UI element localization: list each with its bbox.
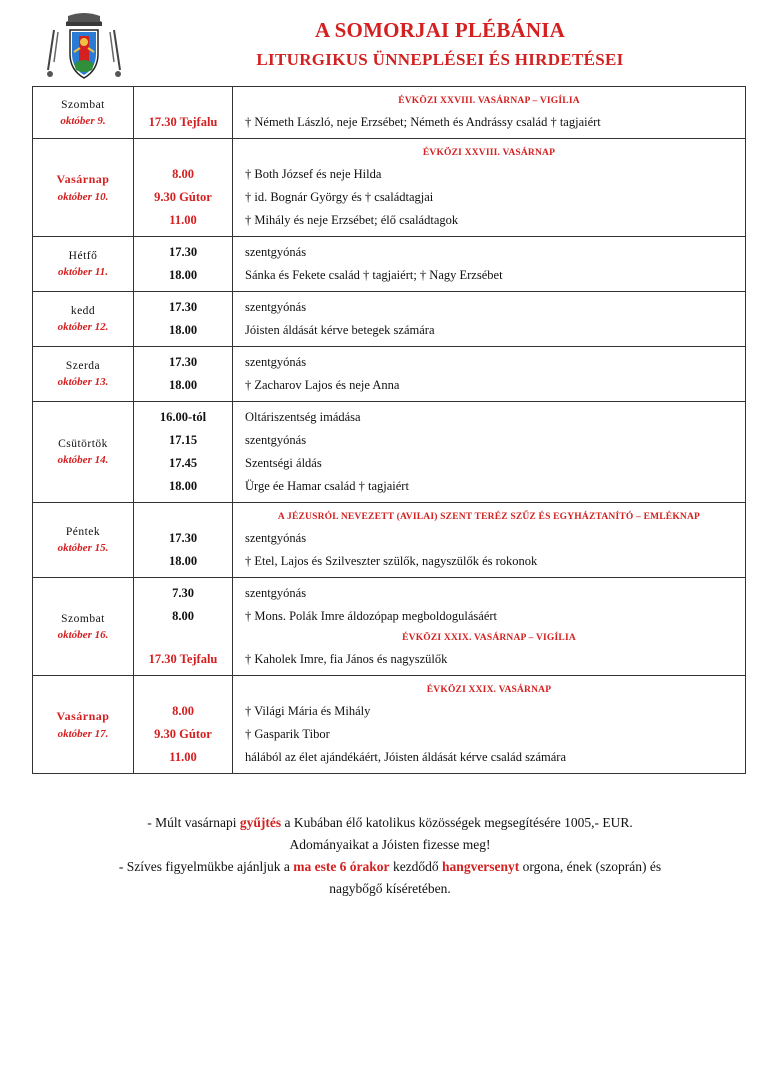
- mass-intention: szentgyónás: [245, 531, 307, 545]
- feast-spacer: [134, 91, 232, 111]
- feast-spacer: [134, 507, 232, 527]
- feast-title: A JÉZUSRÓL NEVEZETT (AVILAI) SZENT TERÉZ SZŰZ ÉS EGYHÁZTANÍTÓ – EMLÉKNAP: [277, 512, 701, 522]
- mass-intention: † Zacharov Lajos és neje Anna: [245, 378, 400, 392]
- day-cell: [33, 237, 134, 292]
- day-name: Csütörtök: [58, 438, 108, 450]
- mass-time: 18.00: [168, 268, 198, 282]
- day-name: kedd: [70, 305, 96, 317]
- announcement-concert: - Szíves figyelmükbe ajánljuk a ma este 6 órakor kezdődő hangversenyt orgona, ének (szoprán) és: [118, 859, 662, 874]
- mass-time: 17.30: [168, 300, 198, 314]
- mass-intention: szentgyónás: [245, 433, 307, 447]
- mass-time: 11.00: [169, 750, 197, 764]
- mass-time: 17.30: [168, 531, 198, 545]
- day-name: Szombat: [61, 612, 105, 625]
- intention-cell: [233, 578, 746, 676]
- intention-cell: [233, 87, 746, 139]
- time-cell: [134, 347, 233, 402]
- time-cell: [134, 139, 233, 237]
- day-cell: [33, 402, 134, 503]
- time-cell: [134, 503, 233, 578]
- feast-title: ÉVKÖZI XXIX. VASÁRNAP – VIGÍLIA: [402, 633, 576, 643]
- mass-time: 11.00: [169, 213, 197, 227]
- feast-spacer: [134, 680, 232, 700]
- mass-intention: szentgyónás: [245, 300, 307, 314]
- mass-time: 17.45: [168, 456, 198, 470]
- mass-intention: Oltáriszentség imádása: [245, 410, 361, 424]
- announcement-collection: - Múlt vasárnapi gyűjtés a Kubában élő katolikus közösségek megsegítésére 1005,- EUR.: [147, 815, 633, 830]
- feast-title: ÉVKÖZI XXVIII. VASÁRNAP: [422, 148, 556, 158]
- mass-time: 18.00: [168, 378, 198, 392]
- day-date: október 9.: [60, 114, 106, 127]
- mass-intention: † Both József és neje Hilda: [245, 167, 382, 181]
- intention-cell: [233, 237, 746, 292]
- mass-intention: † Németh László, neje Erzsébet; Németh és Andrássy család † tagjaiért: [245, 115, 601, 129]
- announcement-concert-cont: nagybőgő kíséretében.: [329, 881, 451, 896]
- day-row: [33, 578, 746, 676]
- intention-cell: [233, 676, 746, 774]
- day-name: Vasárnap: [56, 172, 110, 186]
- mass-intention: szentgyónás: [245, 586, 307, 600]
- time-cell: [134, 87, 233, 139]
- mass-time: 18.00: [168, 554, 198, 568]
- intention-cell: [233, 347, 746, 402]
- time-cell: [134, 578, 233, 676]
- mass-time: 18.00: [168, 479, 198, 493]
- time-cell: [134, 676, 233, 774]
- mass-time: 7.30: [172, 586, 194, 600]
- day-row: [33, 503, 746, 578]
- intention-cell: [233, 139, 746, 237]
- announcements: [60, 812, 720, 900]
- day-row: [33, 347, 746, 402]
- mass-intention: † Gasparik Tibor: [245, 727, 330, 741]
- day-name: Szombat: [61, 98, 105, 111]
- mass-intention: † Mons. Polák Imre áldozópap megboldogulásáért: [245, 609, 498, 623]
- mass-intention: † Világi Mária és Mihály: [245, 704, 371, 718]
- intention-cell: [233, 292, 746, 347]
- mass-intention: szentgyónás: [245, 355, 307, 369]
- time-cell: [134, 292, 233, 347]
- mass-intention: Jóisten áldását kérve betegek számára: [245, 323, 435, 337]
- mass-intention: Ürge ée Hamar család † tagjaiért: [245, 479, 409, 493]
- mass-time: 16.00-tól: [159, 410, 207, 424]
- feast-spacer: [134, 628, 232, 648]
- day-name: Szerda: [65, 360, 101, 372]
- day-cell: [33, 676, 134, 774]
- mass-intention: † Kaholek Imre, fia János és nagyszülők: [245, 652, 448, 666]
- mass-intention: † id. Bognár György és † családtagjai: [245, 190, 434, 204]
- day-date: október 12.: [57, 321, 109, 333]
- day-date: október 14.: [57, 454, 109, 466]
- day-name: Vasárnap: [56, 709, 110, 723]
- mass-time: 17.30: [168, 355, 198, 369]
- day-cell: [33, 87, 134, 139]
- mass-intention: Sánka és Fekete család † tagjaiért; † Nagy Erzsébet: [245, 268, 503, 282]
- mass-time: 18.00: [168, 323, 198, 337]
- intention-cell: [233, 503, 746, 578]
- time-cell: [134, 237, 233, 292]
- day-cell: [33, 292, 134, 347]
- mass-intention: szentgyónás: [245, 245, 307, 259]
- feast-title: ÉVKÖZI XXIX. VASÁRNAP: [426, 685, 552, 695]
- mass-time: 17.15: [168, 433, 198, 447]
- day-date: október 17.: [57, 728, 109, 740]
- mass-intention: Szentségi áldás: [245, 456, 322, 470]
- page-title: A SOMORJAI PLÉBÁNIA: [315, 18, 565, 42]
- feast-spacer: [134, 143, 232, 163]
- day-cell: [33, 578, 134, 676]
- intention-cell: [233, 402, 746, 503]
- mass-intention: hálából az élet ajándékáért, Jóisten áldását kérve család számára: [245, 750, 567, 764]
- day-name: Hétfő: [68, 250, 98, 262]
- day-row: [33, 676, 746, 774]
- page-subtitle: LITURGIKUS ÜNNEPLÉSEI ÉS HIRDETÉSEI: [256, 50, 624, 69]
- day-row: [33, 402, 746, 503]
- mass-time: 9.30 Gútor: [154, 727, 212, 741]
- mass-time: 17.30: [168, 245, 198, 259]
- day-row: [33, 292, 746, 347]
- day-cell: [33, 503, 134, 578]
- mass-time: 17.30 Tejfalu: [148, 115, 218, 129]
- parish-coat-of-arms: [44, 12, 124, 84]
- day-date: október 10.: [57, 191, 109, 203]
- day-name: Péntek: [65, 526, 101, 538]
- time-cell: [134, 402, 233, 503]
- day-date: október 11.: [57, 266, 109, 278]
- day-date: október 15.: [57, 542, 109, 554]
- mass-time: 8.00: [172, 609, 194, 623]
- mass-time: 9.30 Gútor: [154, 190, 212, 204]
- day-cell: [33, 347, 134, 402]
- day-row: [33, 87, 746, 139]
- feast-title: ÉVKÖZI XXVIII. VASÁRNAP – VIGÍLIA: [398, 96, 580, 106]
- mass-time: 8.00: [172, 704, 194, 718]
- mass-intention: † Mihály és neje Erzsébet; élő családtagok: [245, 213, 459, 227]
- schedule-table: [32, 86, 746, 774]
- mass-time: 17.30 Tejfalu: [148, 652, 218, 666]
- mass-time: 8.00: [172, 167, 194, 181]
- day-row: [33, 139, 746, 237]
- mass-intention: † Etel, Lajos és Szilveszter szülők, nagyszülők és rokonok: [245, 554, 538, 568]
- day-row: [33, 237, 746, 292]
- day-cell: [33, 139, 134, 237]
- day-date: október 16.: [57, 628, 109, 641]
- day-date: október 13.: [57, 376, 109, 388]
- announcement-thanks: Adományaikat a Jóisten fizesse meg!: [289, 837, 491, 852]
